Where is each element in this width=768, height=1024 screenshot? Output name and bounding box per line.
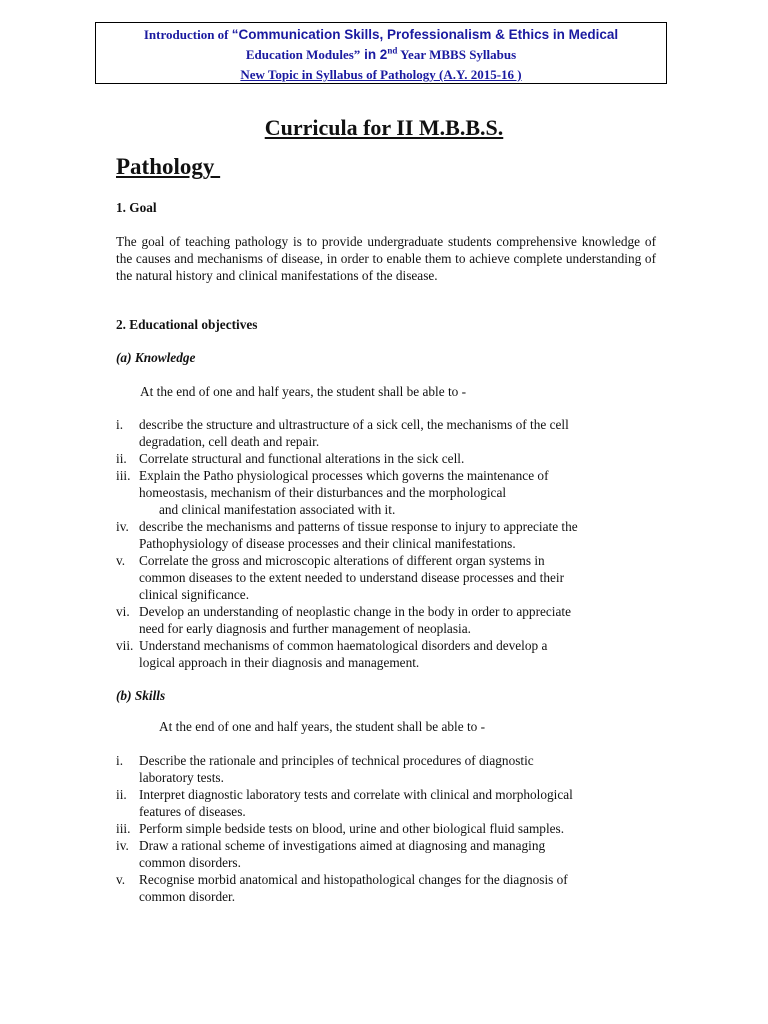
list-item-line: clinical significance. xyxy=(139,587,250,602)
list-item-number: ii. xyxy=(116,787,127,802)
list-item xyxy=(116,637,656,671)
list-item-line: Correlate structural and functional alterations in the sick cell. xyxy=(139,451,465,466)
list-item-number: vii. xyxy=(116,638,134,653)
knowledge-heading: (a) Knowledge xyxy=(116,350,196,365)
goal-text: The goal of teaching pathology is to provide undergraduate students comprehensive knowledge of the causes and mechanisms of disease, in order to enable them to achieve complete understanding of the natural history and clinical manifestations of the disease. xyxy=(116,234,656,283)
list-item-number: iii. xyxy=(116,468,131,483)
skills-list xyxy=(116,752,656,905)
list-item xyxy=(116,752,656,786)
list-item xyxy=(116,786,656,820)
list-item-number: i. xyxy=(116,417,124,432)
list-item-line: Explain the Patho physiological processes which governs the maintenance of xyxy=(139,468,549,483)
list-item-number: iv. xyxy=(116,519,129,534)
list-item-line: features of diseases. xyxy=(139,804,246,819)
knowledge-lead: At the end of one and half years, the student shall be able to - xyxy=(140,384,467,399)
list-item-line: laboratory tests. xyxy=(139,770,224,785)
list-item-number: v. xyxy=(116,553,126,568)
list-item xyxy=(116,820,656,837)
list-item-line: common diseases to the extent needed to understand disease processes and their xyxy=(139,570,565,585)
banner-line2-a: Education Modules” xyxy=(245,47,361,62)
list-item xyxy=(116,603,656,637)
list-item-number: v. xyxy=(116,872,126,887)
list-item xyxy=(116,837,656,871)
list-item-line: Draw a rational scheme of investigations aimed at diagnosing and managing xyxy=(139,838,546,853)
list-item xyxy=(116,552,656,603)
list-item xyxy=(116,450,656,467)
banner-line1-title: “Communication Skills, Professionalism & Ethics in Medical xyxy=(231,27,619,42)
list-item-line: and clinical manifestation associated with it. xyxy=(139,502,396,517)
banner-line1-prefix: Introduction of xyxy=(143,27,232,42)
list-item-number: iii. xyxy=(116,821,131,836)
list-item-line: Interpret diagnostic laboratory tests and correlate with clinical and morphological xyxy=(139,787,573,802)
list-item xyxy=(116,518,656,552)
list-item-line: describe the mechanisms and patterns of tissue response to injury to appreciate the xyxy=(139,519,578,534)
list-item xyxy=(116,416,656,450)
list-item-line: Pathophysiology of disease processes and their clinical manifestations. xyxy=(139,536,516,551)
list-item xyxy=(116,467,656,518)
list-item-line: Correlate the gross and microscopic alterations of different organ systems in xyxy=(139,553,545,568)
list-item-number: i. xyxy=(116,753,124,768)
list-item-line: Understand mechanisms of common haematological disorders and develop a xyxy=(139,638,548,653)
list-item-line: need for early diagnosis and further management of neoplasia. xyxy=(139,621,471,636)
list-item-number: ii. xyxy=(116,451,127,466)
page-title: Curricula for II M.B.B.S. xyxy=(264,115,504,140)
banner-line-3: New Topic in Syllabus of Pathology (A.Y. 2015-16 ) xyxy=(240,67,522,82)
list-item-line: Recognise morbid anatomical and histopathological changes for the diagnosis of xyxy=(139,872,568,887)
knowledge-list xyxy=(116,416,656,671)
list-item-line: Develop an understanding of neoplastic change in the body in order to appreciate xyxy=(139,604,571,619)
banner-line2-sup: nd xyxy=(387,45,398,56)
list-item-line: degradation, cell death and repair. xyxy=(139,434,320,449)
list-item-line: homeostasis, mechanism of their disturbances and the morphological xyxy=(139,485,507,500)
subject-heading: Pathology xyxy=(116,154,221,179)
skills-heading: (b) Skills xyxy=(116,688,166,703)
header-banner xyxy=(95,22,667,84)
list-item-line: common disorder. xyxy=(139,889,236,904)
skills-lead: At the end of one and half years, the student shall be able to - xyxy=(159,719,486,734)
goal-heading: 1. Goal xyxy=(116,200,157,215)
banner-line-1 xyxy=(96,25,666,45)
list-item-line: logical approach in their diagnosis and management. xyxy=(139,655,420,670)
objectives-heading: 2. Educational objectives xyxy=(116,317,258,332)
banner-line2-b: in 2 xyxy=(360,47,388,62)
list-item-line: describe the structure and ultrastructure of a sick cell, the mechanisms of the cell xyxy=(139,417,569,432)
list-item-number: iv. xyxy=(116,838,129,853)
banner-line2-c: Year MBBS Syllabus xyxy=(397,47,517,62)
list-item-line: Describe the rationale and principles of technical procedures of diagnostic xyxy=(139,753,534,768)
list-item xyxy=(116,871,656,905)
list-item-number: vi. xyxy=(116,604,130,619)
banner-line-2 xyxy=(96,45,666,65)
list-item-line: common disorders. xyxy=(139,855,241,870)
list-item-line: Perform simple bedside tests on blood, urine and other biological fluid samples. xyxy=(139,821,565,836)
